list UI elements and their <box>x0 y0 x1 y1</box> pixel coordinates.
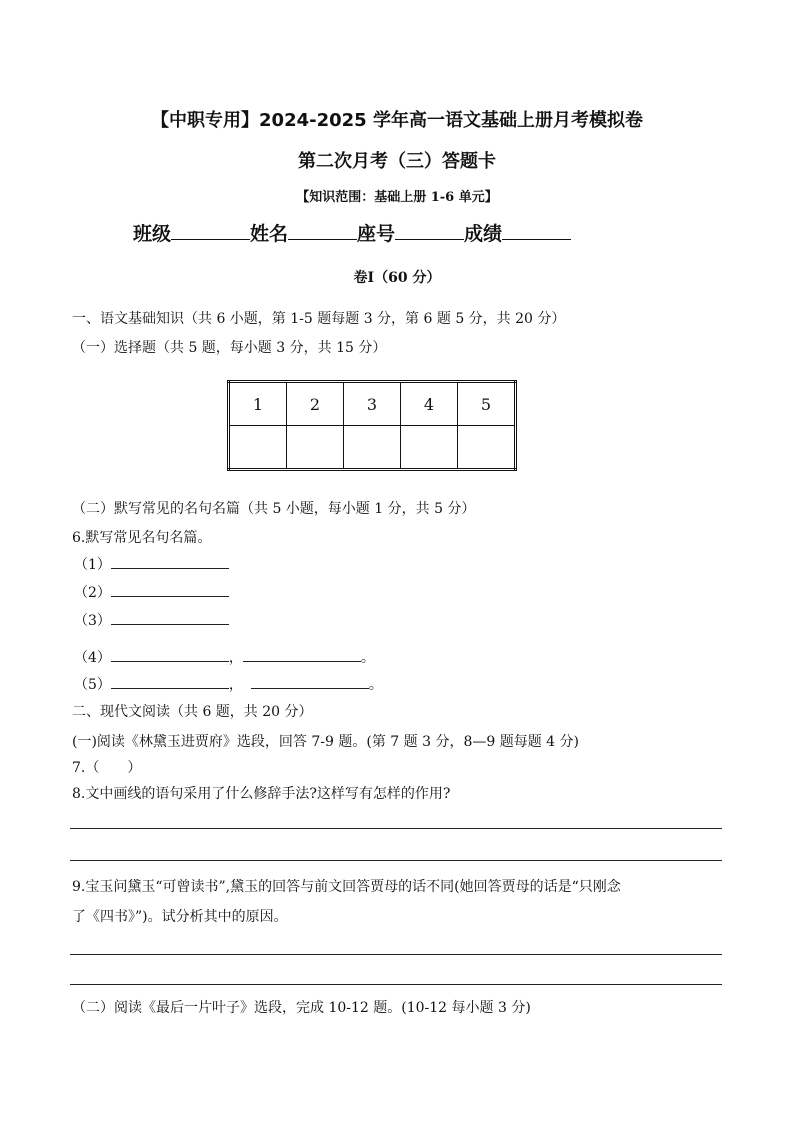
recite-item-5 <box>74 674 383 694</box>
recite-item-4 <box>74 647 375 667</box>
answer-cell-3[interactable] <box>344 426 401 470</box>
item-number: （3） <box>74 613 111 629</box>
question-7: 7.（ ） <box>72 760 142 776</box>
score-field[interactable] <box>502 221 571 240</box>
section1-part2-heading: （二）默写常见的名句名篇（共 5 小题，每小题 1 分，共 5 分） <box>72 501 476 517</box>
section1-heading: 一、语文基础知识（共 6 小题，第 1-5 题每题 3 分，第 6 题 5 分，共 20 分） <box>72 311 566 327</box>
answer-blank[interactable] <box>111 674 229 689</box>
answer-cell-2[interactable] <box>287 426 344 470</box>
class-field[interactable] <box>171 221 250 240</box>
answer-blank[interactable] <box>243 647 361 662</box>
question-9-line2: 了《四书》”)。试分析其中的原因。 <box>72 909 288 925</box>
recite-item-2 <box>74 582 229 602</box>
section1-part1-heading: （一）选择题（共 5 题，每小题 3 分，共 15 分） <box>72 340 387 356</box>
recite-item-1 <box>74 554 229 574</box>
period: 。 <box>368 677 383 693</box>
item-number: （5） <box>74 677 111 693</box>
answer-blank[interactable] <box>251 674 369 689</box>
seat-label: 座号 <box>357 223 396 245</box>
question-9-line1: 9.宝玉问黛玉“可曾读书”,黛玉的回答与前文回答贾母的话不同(她回答贾母的话是“只刚念 <box>72 879 621 895</box>
item-number: （1） <box>74 557 111 573</box>
answer-header-2: 2 <box>287 382 344 426</box>
item-number: （2） <box>74 585 111 601</box>
name-label: 姓名 <box>250 223 289 245</box>
class-label: 班级 <box>133 223 172 245</box>
name-field[interactable] <box>288 221 357 240</box>
comma: ， <box>228 677 243 693</box>
document-subtitle: 第二次月考（三）答题卡 <box>298 151 496 172</box>
answer-cell-5[interactable] <box>458 426 516 470</box>
section2-part2-heading: （二）阅读《最后一片叶子》选段，完成 10-12 题。(10-12 每小题 3 分) <box>72 1000 531 1016</box>
volume-heading: 卷Ⅰ（60 分） <box>353 270 441 286</box>
answer-line[interactable] <box>70 954 722 955</box>
answer-header-5: 5 <box>458 382 516 426</box>
section2-part1-heading: (一)阅读《林黛玉进贾府》选段，回答 7-9 题。(第 7 题 3 分，8—9 题每题 4 分) <box>72 734 579 750</box>
answer-header-3: 3 <box>344 382 401 426</box>
answer-line[interactable] <box>70 828 722 829</box>
answer-header-1: 1 <box>229 382 287 426</box>
answer-cell-4[interactable] <box>401 426 458 470</box>
question-8: 8.文中画线的语句采用了什么修辞手法?这样写有怎样的作用? <box>72 786 451 802</box>
item-number: （4） <box>74 650 111 666</box>
seat-field[interactable] <box>395 221 464 240</box>
answer-header-4: 4 <box>401 382 458 426</box>
section2-heading: 二、现代文阅读（共 6 题，共 20 分） <box>72 704 313 720</box>
answer-blank[interactable] <box>111 554 229 569</box>
score-label: 成绩 <box>464 223 503 245</box>
answer-blank[interactable] <box>111 610 229 625</box>
comma: ， <box>228 650 243 666</box>
answer-blank[interactable] <box>111 647 229 662</box>
answer-line[interactable] <box>70 860 722 861</box>
document-title: 【中职专用】2024-2025 学年高一语文基础上册月考模拟卷 <box>151 110 643 131</box>
recite-item-3 <box>74 610 229 630</box>
period: 。 <box>360 650 375 666</box>
knowledge-scope: 【知识范围：基础上册 1-6 单元】 <box>296 190 498 205</box>
answer-line[interactable] <box>70 984 722 985</box>
answer-table <box>227 380 517 471</box>
answer-blank[interactable] <box>111 582 229 597</box>
question-6: 6.默写常见名句名篇。 <box>72 530 212 546</box>
answer-cell-1[interactable] <box>229 426 287 470</box>
student-info-row <box>133 219 571 246</box>
